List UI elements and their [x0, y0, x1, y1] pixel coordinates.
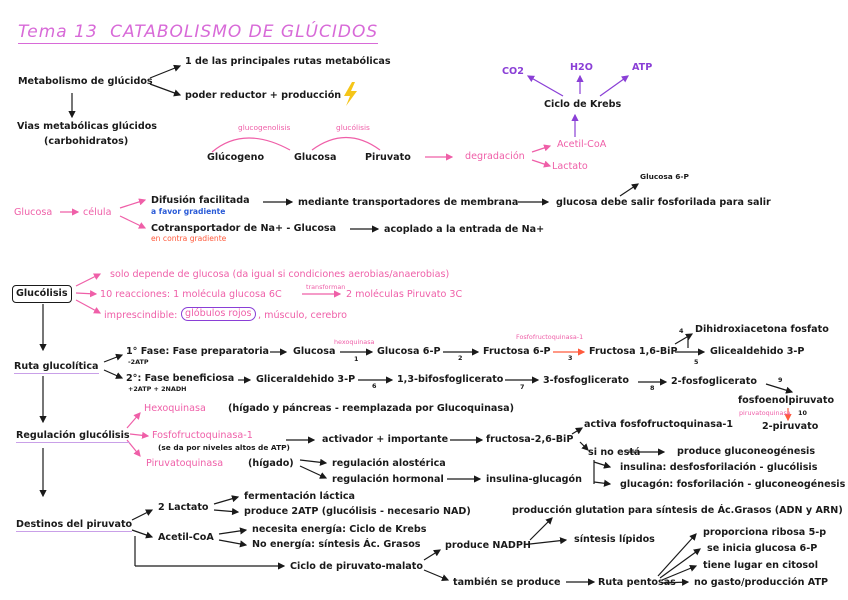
produce-2atp: produce 2ATP (glucólisis - necesario NAD) [244, 506, 471, 517]
step-4: 4 [679, 327, 684, 335]
activa-pfk1: activa fosfofructoquinasa-1 [584, 419, 734, 430]
h2o-node: H2O [570, 62, 593, 73]
glucolisis-note-2: 10 reacciones: 1 molécula glucosa 6C [100, 289, 282, 300]
hexoquinasa-reg: Hexoquinasa [144, 403, 206, 414]
atp-node: ATP [632, 62, 653, 73]
metabolismo-branch-2: poder reductor + producción [185, 90, 342, 101]
piruvato-final: 2-piruvato [762, 421, 819, 432]
page-title [18, 22, 378, 44]
fase-2-atp: +2ATP + 2NADH [128, 385, 187, 393]
hexoquinasa-note: (hígado y páncreas - reemplazada por Glucoquinasa) [228, 403, 514, 414]
glucagon-fosforilacion: glucagón: fosforilación - gluconeogénesis [620, 479, 846, 490]
piruvato-node: Piruvato [365, 152, 411, 163]
piruvatoquinasa-small: piruvatoquinasa [739, 409, 791, 417]
fosfoenolpiruvato: fosfoenolpiruvato [738, 395, 835, 406]
pentosas-atp: no gasto/producción ATP [694, 577, 829, 588]
fase-2: 2°: Fase beneficiosa [126, 373, 235, 384]
destinos-label: Destinos del piruvato [16, 519, 133, 530]
lactato-2: 2 Lactato [158, 502, 209, 513]
fosfoglicerato-2: 2-fosfoglicerato [671, 376, 757, 387]
degradacion-node: degradación [465, 151, 525, 162]
glucosa-node: Glucosa [294, 152, 337, 163]
glucolisis-note-3a: imprescindible: [104, 310, 178, 321]
regulacion-hormonal: regulación hormonal [332, 474, 444, 485]
lightning-icon [344, 82, 357, 106]
step-3: 3 [568, 354, 573, 362]
transport-glucosa: Glucosa [14, 207, 53, 218]
fructosa-16bp: Fructosa 1,6-BiP [589, 346, 678, 357]
step-7: 7 [520, 383, 525, 391]
cotransportador: Cotransportador de Na+ - Glucosa [151, 223, 337, 234]
step-1: 1 [354, 355, 359, 363]
krebs-cycle-node: Ciclo de Krebs [544, 99, 622, 110]
glucosa-salir: glucosa debe salir fosforilada para salir [556, 197, 771, 208]
hexoquinasa-small: hexoquinasa [334, 338, 375, 346]
insulina-desfosforilacion: insulina: desfosforilación - glucólisis [620, 462, 818, 473]
transport-celula: célula [83, 207, 112, 218]
acoplado-na: acoplado a la entrada de Na+ [384, 224, 545, 235]
contra-gradiente: en contra gradiente [151, 234, 227, 243]
step-5: 5 [694, 358, 699, 366]
glucogeno-node: Glúcogeno [207, 152, 265, 163]
gluconeogenesis: produce gluconeogénesis [677, 446, 816, 457]
pentosas-ribosa: proporciona ribosa 5-p [703, 527, 827, 538]
glucosa-6p: Glucosa 6-P [377, 346, 441, 357]
glucolisis-note-2b: 2 moléculas Piruvato 3C [346, 289, 463, 300]
piruvatoquinasa-reg: Piruvatoquinasa [146, 458, 224, 469]
globulos-rojos: glóbulos rojos [181, 307, 256, 321]
step-8: 8 [650, 384, 655, 392]
title-name: CATABOLISMO DE GLÚCIDOS [110, 22, 379, 42]
difusion-facilitada: Difusión facilitada [151, 195, 250, 206]
fosfoglicerato-3: 3-fosfoglicerato [543, 375, 629, 386]
pfk1-small: Fosfofructoquinasa-1 [516, 333, 584, 341]
pfk1-note: (se da por niveles altos de ATP) [158, 443, 290, 452]
metabolismo-branch-1: 1 de las principales rutas metabólicas [185, 56, 391, 67]
acetil-coa-destino: Acetil-CoA [158, 532, 214, 543]
activador: activador + importante [322, 434, 449, 445]
si-no-esta: si no está [588, 447, 641, 458]
glucogenolisis-label: glucogenolisis [238, 123, 291, 132]
ruta-pentosas: Ruta pentosas [598, 577, 676, 588]
step-6: 6 [372, 382, 377, 390]
dihidroxiacetona: Dihidroxiacetona fosfato [695, 324, 829, 335]
no-energia: No energía: síntesis Ác. Grasos [252, 539, 421, 550]
pfk1-reg: Fosfofructoquinasa-1 [152, 430, 253, 441]
mediante-transportadores: mediante transportadores de membrana [298, 197, 519, 208]
tambien-se-produce: también se produce [453, 577, 561, 588]
metabolismo-label: Metabolismo de glúcidos [18, 76, 153, 87]
favor-gradiente: a favor gradiente [151, 207, 226, 216]
fructosa-6p: Fructosa 6-P [483, 346, 551, 357]
lactato-node: Lactato [552, 161, 588, 172]
fase-1: 1° Fase: Fase preparatoria [126, 346, 270, 357]
step-10: 10 [798, 409, 807, 417]
insulina-glucagon: insulina-glucagón [486, 474, 582, 485]
glucolisis-note-3c: , músculo, cerebro [258, 310, 348, 321]
gliceraldehido-3p: Gliceraldehido 3-P [256, 374, 356, 385]
co2-node: CO2 [502, 66, 524, 77]
necesita-energia: necesita energía: Ciclo de Krebs [252, 524, 427, 535]
glucosa-6p-small: Glucosa 6-P [640, 172, 689, 181]
glucolisis-small-label: glucólisis [336, 123, 370, 132]
pentosas-glucosa6p: se inicia glucosa 6-P [707, 543, 818, 554]
ruta-glucolitica-label: Ruta glucolítica [14, 361, 99, 372]
produccion-glutation: producción glutation para síntesis de Ác.Grasos (ADN y ARN) [512, 505, 843, 516]
pentosas-citosol: tiene lugar en citosol [703, 560, 819, 571]
step-9: 9 [778, 376, 783, 384]
sintesis-lipidos: síntesis lípidos [574, 534, 655, 545]
regulacion-alosterica: regulación alostérica [332, 458, 446, 469]
step-2: 2 [458, 354, 463, 362]
fermentacion-lactica: fermentación láctica [244, 491, 356, 502]
vias-sublabel: (carbohidratos) [44, 136, 129, 147]
bifosfoglicerato: 1,3-bifosfoglicerato [397, 374, 504, 385]
ruta-glucosa: Glucosa [293, 346, 336, 357]
fase-1-atp: -2ATP [128, 358, 149, 366]
acetilcoa-node: Acetil-CoA [557, 139, 607, 150]
glucolisis-box: Glucólisis [12, 285, 72, 303]
produce-nadph: produce NADPH [445, 540, 531, 551]
glicealdehido-3p: Glicealdehido 3-P [710, 346, 805, 357]
transforman-label: transforman [306, 283, 346, 291]
fructosa-26bp: fructosa-2,6-BiP [486, 434, 574, 445]
piruvatoquinasa-note: (hígado) [248, 458, 294, 469]
ciclo-piruvato-malato: Ciclo de piruvato-malato [290, 561, 423, 572]
glucolisis-note-1: solo depende de glucosa (da igual si condiciones aerobias/anaerobias) [110, 269, 450, 280]
regulacion-label: Regulación glucólisis [16, 430, 130, 441]
title-tema: Tema 13 [18, 22, 98, 42]
vias-label: Vias metabólicas glúcidos [17, 121, 158, 132]
